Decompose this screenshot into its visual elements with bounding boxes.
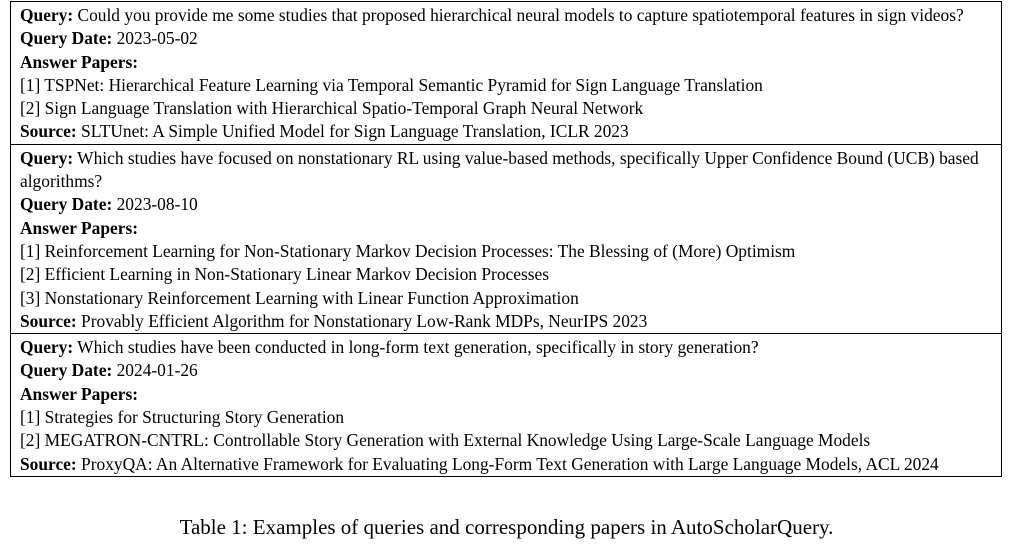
query-label: Query: [20, 337, 74, 358]
source-line [20, 310, 1001, 333]
source-line [20, 453, 1001, 476]
source-text: SLTUnet: A Simple Unified Model for Sign Language Translation, ICLR 2023 [81, 121, 629, 142]
query-date-line [20, 27, 1001, 50]
query-date-value: 2024-01-26 [116, 360, 198, 381]
query-date-value: 2023-05-02 [116, 28, 198, 49]
answer-papers-heading [20, 51, 1001, 74]
query-date-line [20, 193, 1001, 216]
table-entry [11, 144, 1001, 333]
query-line [20, 147, 1001, 194]
answer-papers-heading [20, 217, 1001, 240]
answer-paper-item: [1] TSPNet: Hierarchical Feature Learning via Temporal Semantic Pyramid for Sign Language Translation [20, 74, 763, 95]
query-line [20, 4, 1001, 27]
query-text: Could you provide me some studies that proposed hierarchical neural models to capture spatiotemporal features in sign videos? [77, 5, 964, 25]
answer-paper-item: [1] Reinforcement Learning for Non-Stationary Markov Decision Processes: The Blessing of (More) Optimism [20, 240, 796, 261]
query-date-line [20, 359, 1001, 382]
answer-paper-item: [2] Sign Language Translation with Hierarchical Spatio-Temporal Graph Neural Network [20, 98, 644, 119]
answer-papers-label: Answer Papers: [20, 217, 139, 238]
table-caption: Table 1: Examples of queries and corresponding papers in AutoScholarQuery. [179, 515, 834, 539]
query-date-label: Query Date: [20, 360, 113, 381]
query-text: Which studies have been conducted in long-form text generation, specifically in story generation? [77, 337, 759, 358]
source-label: Source: [20, 121, 77, 142]
query-label: Query: [20, 5, 74, 25]
examples-table [10, 1, 1002, 477]
query-line [20, 336, 1001, 359]
query-date-label: Query Date: [20, 194, 113, 215]
query-date-value: 2023-08-10 [116, 194, 198, 215]
answer-paper-item: [1] Strategies for Structuring Story Generation [20, 407, 345, 428]
answer-paper-item: [2] Efficient Learning in Non-Stationary Linear Markov Decision Processes [20, 264, 549, 285]
source-text: ProxyQA: An Alternative Framework for Evaluating Long-Form Text Generation with Large Language Models, ACL 2024 [81, 453, 939, 474]
table-entry [11, 333, 1001, 476]
answer-papers-label: Answer Papers: [20, 383, 139, 404]
table-entry [11, 2, 1001, 144]
query-date-label: Query Date: [20, 28, 113, 49]
source-label: Source: [20, 310, 77, 331]
source-label: Source: [20, 453, 77, 474]
query-label: Query: [20, 147, 74, 168]
answer-papers-label: Answer Papers: [20, 51, 139, 72]
source-line [20, 120, 1001, 143]
answer-paper-item: [2] MEGATRON-CNTRL: Controllable Story Generation with External Knowledge Using Large-Scale Language Models [20, 430, 871, 451]
answer-paper-item: [3] Nonstationary Reinforcement Learning with Linear Function Approximation [20, 287, 579, 308]
source-text: Provably Efficient Algorithm for Nonstationary Low-Rank MDPs, NeurIPS 2023 [81, 310, 648, 331]
answer-papers-heading [20, 383, 1001, 406]
query-text: Which studies have focused on nonstationary RL using value-based methods, specifically Upper Confidence Bound (UCB) based algorithms? [20, 147, 979, 192]
